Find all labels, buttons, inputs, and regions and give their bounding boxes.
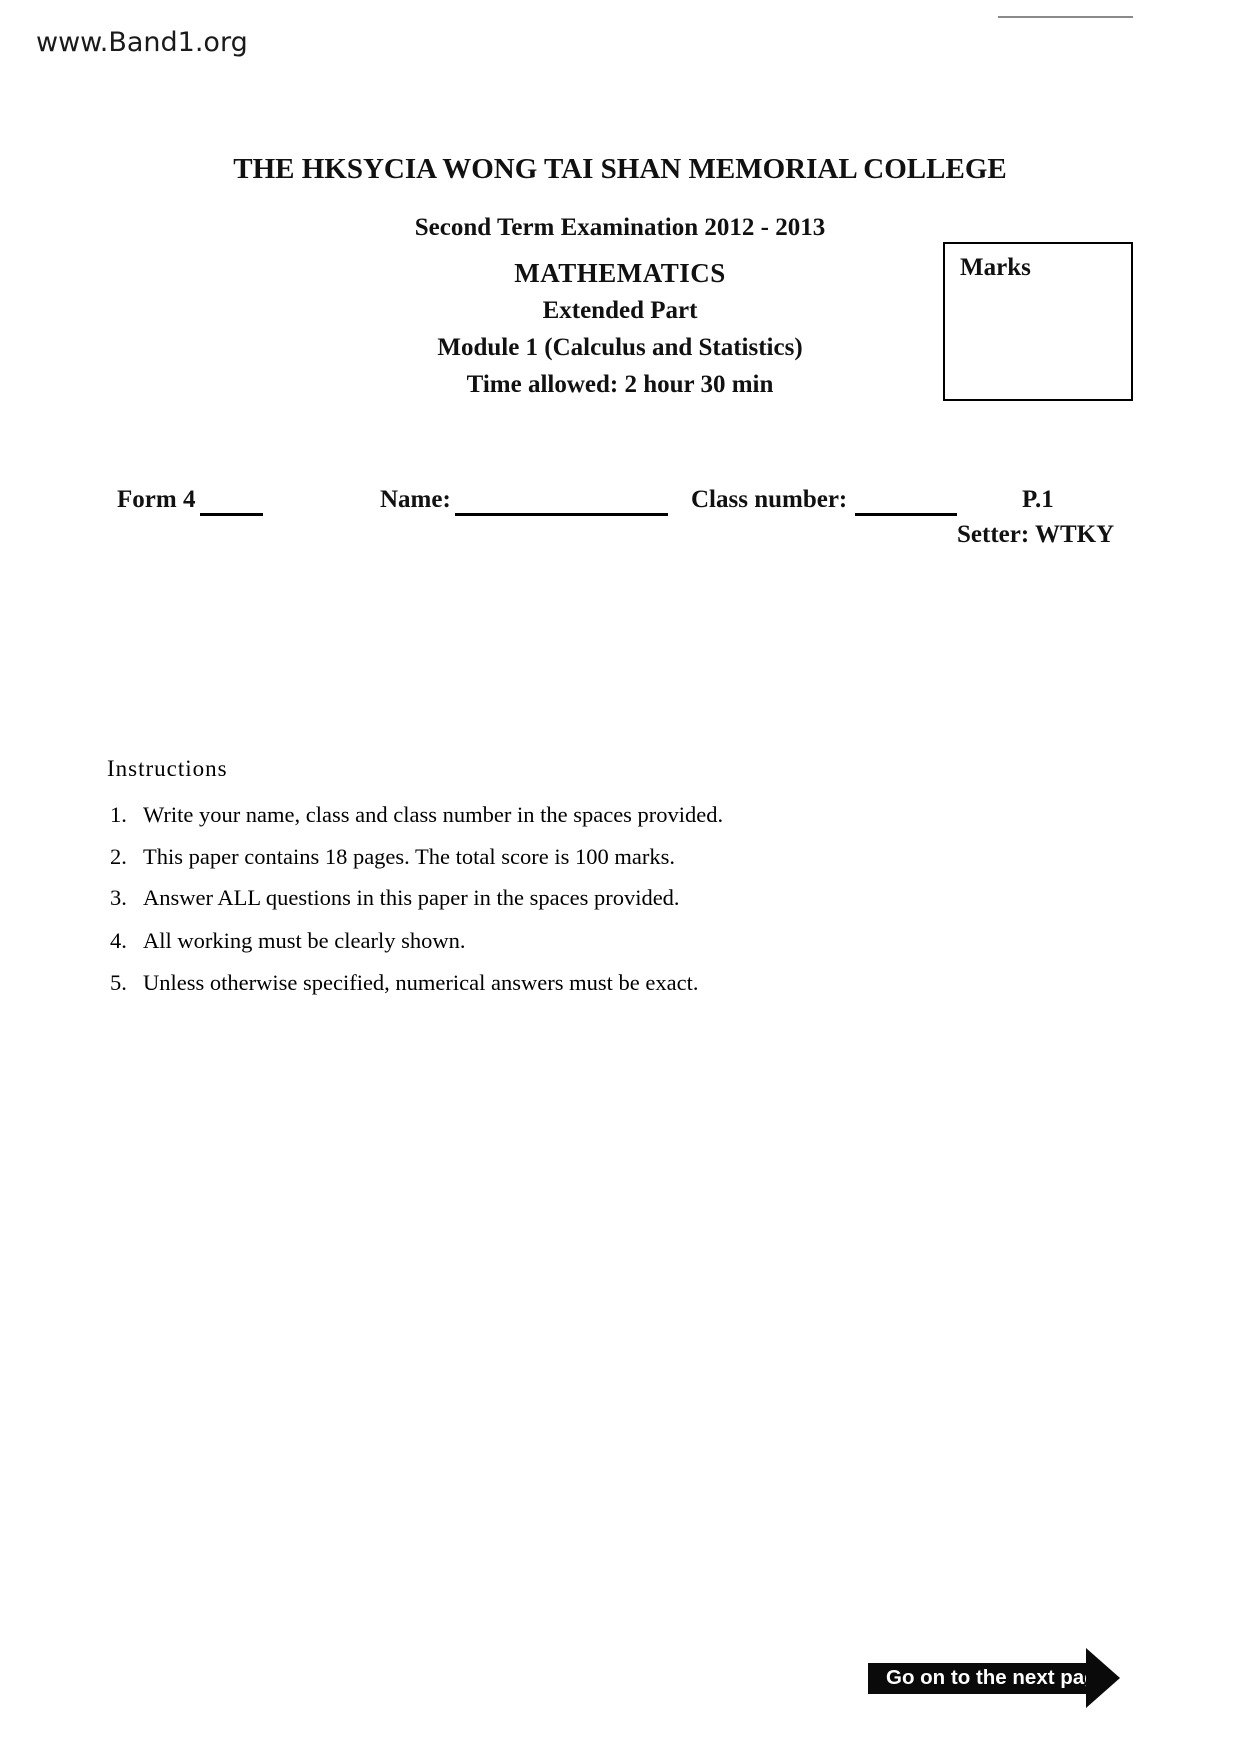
- setter-line: Setter: WTKY: [957, 521, 1115, 548]
- instruction-text: Write your name, class and class number in the spaces provided.: [143, 802, 724, 827]
- instruction-number: 1.: [110, 802, 127, 827]
- right-arrow-icon: [1086, 1648, 1120, 1708]
- form-blank-field: [200, 489, 263, 516]
- instruction-item-5: [110, 969, 870, 997]
- subject-title: MATHEMATICS: [514, 258, 726, 288]
- next-page-label: Go on to the next page: [868, 1663, 1086, 1694]
- paper-part-title: Extended Part: [542, 297, 698, 324]
- page-number: P.1: [1022, 486, 1054, 513]
- watermark-url: www.Band1.org: [36, 27, 248, 58]
- instruction-item-4: [110, 927, 870, 955]
- instruction-text: Answer ALL questions in this paper in the spaces provided.: [143, 885, 680, 910]
- time-allowed-line: Time allowed: 2 hour 30 min: [466, 371, 774, 398]
- class-number-blank-field: [855, 489, 957, 516]
- instruction-text: This paper contains 18 pages. The total score is 100 marks.: [143, 844, 675, 869]
- marks-box: [943, 242, 1133, 401]
- instruction-item-3: [110, 884, 870, 912]
- instruction-text: Unless otherwise specified, numerical answers must be exact.: [143, 970, 699, 995]
- name-label: Name:: [380, 486, 451, 513]
- class-number-label: Class number:: [691, 486, 848, 513]
- marks-label: Marks: [960, 254, 1031, 281]
- next-page-banner: [868, 1648, 1128, 1708]
- instruction-number: 4.: [110, 928, 127, 953]
- instruction-item-2: [110, 843, 870, 871]
- instruction-item-1: [110, 801, 870, 829]
- instruction-number: 5.: [110, 970, 127, 995]
- instructions-heading: Instructions: [107, 756, 228, 781]
- module-title: Module 1 (Calculus and Statistics): [437, 334, 803, 361]
- form-label: Form 4: [117, 486, 196, 513]
- instruction-number: 3.: [110, 885, 127, 910]
- instruction-number: 2.: [110, 844, 127, 869]
- name-blank-field: [455, 489, 668, 516]
- school-title: THE HKSYCIA WONG TAI SHAN MEMORIAL COLLEGE: [233, 153, 1007, 185]
- instruction-text: All working must be clearly shown.: [143, 928, 466, 953]
- exam-title: Second Term Examination 2012 - 2013: [414, 214, 826, 241]
- top-right-rule: [998, 16, 1133, 18]
